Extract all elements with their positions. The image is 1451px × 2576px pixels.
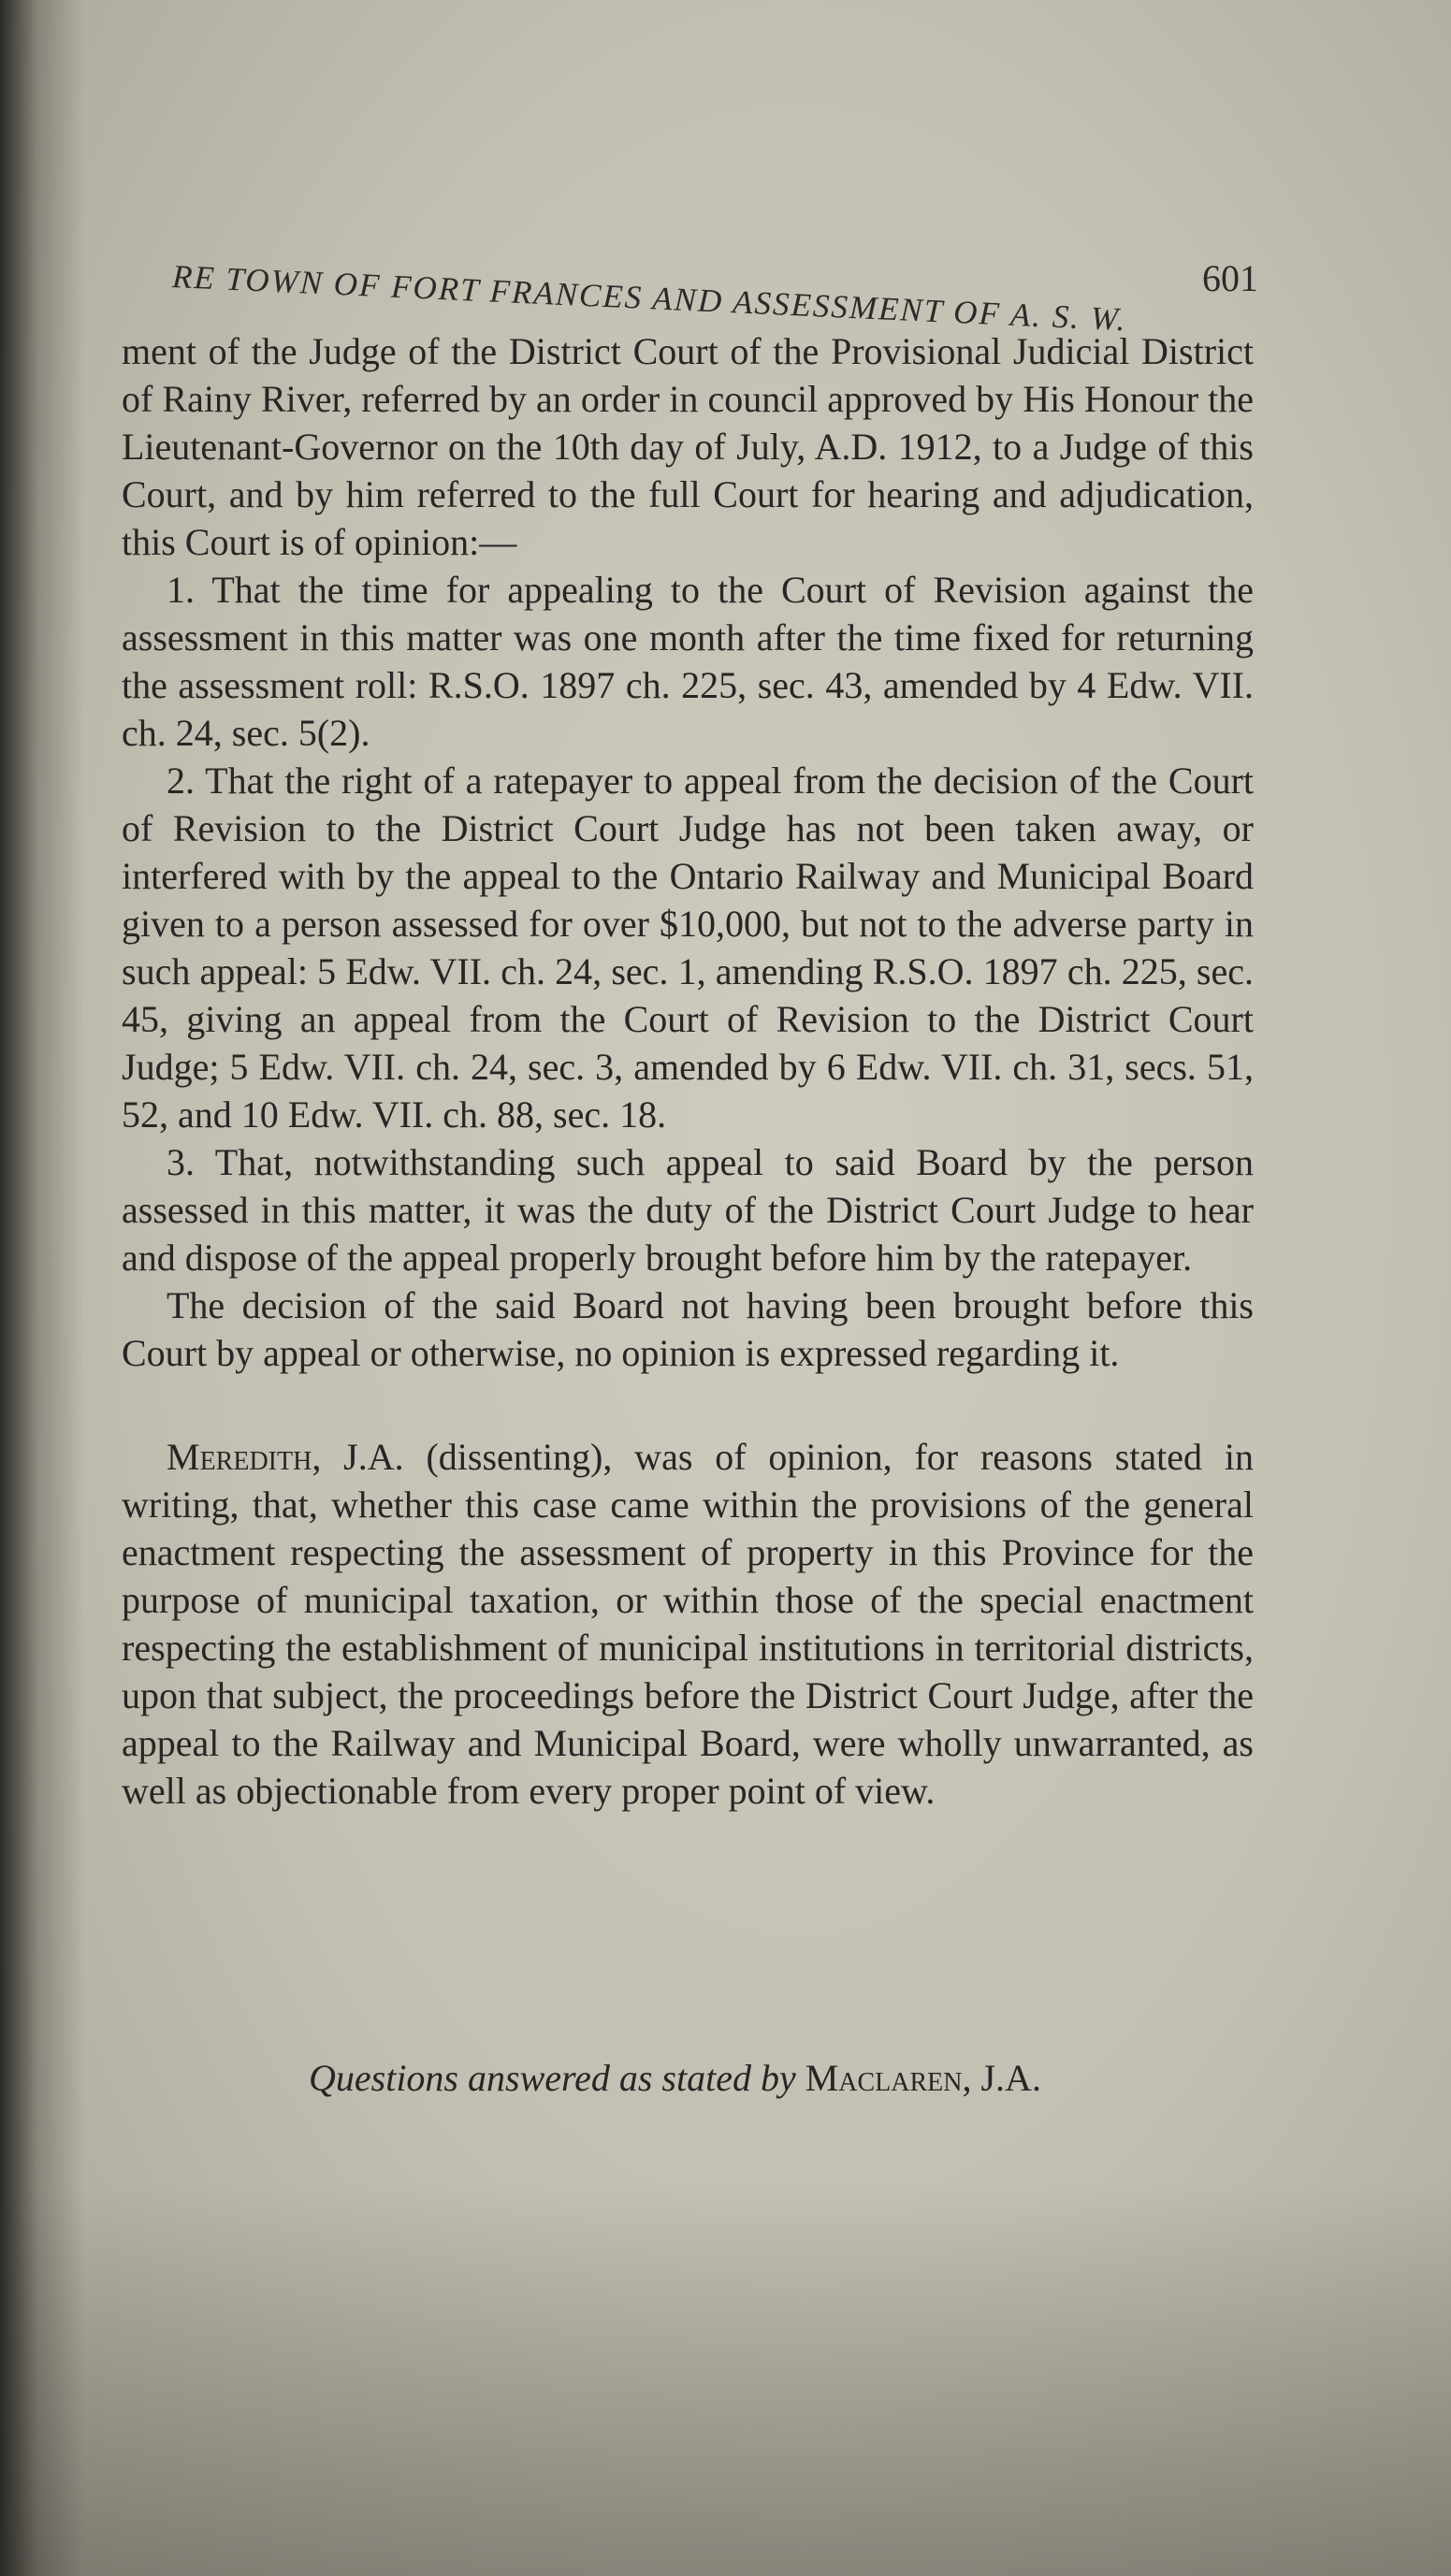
main-text xyxy=(122,327,1254,1815)
closing-judge: Maclaren, J.A. xyxy=(805,2057,1041,2099)
dissent-text: (dissenting), was of opinion, for reasons stated in writing, that, whether this case came within the provisions of the general enactment respecting the assessment of property in this Province for the purpose of municipal taxation, or within those of the special enactment respecting the establishment of municipal institutions in territorial districts, upon that subject, the proceedings before the District Court Judge, after the appeal to the Railway and Municipal Board, were wholly unwarranted, as well as objectionable from every proper point of view. xyxy=(122,1436,1254,1812)
closing-text: Questions answered as stated by xyxy=(309,2057,796,2099)
closing-line xyxy=(309,2056,1041,2100)
running-head xyxy=(145,251,1258,339)
paragraph-point-2: 2. That the right of a ratepayer to appeal from the decision of the Court of Revision to the District Court Judge has not been taken away, or interfered with by the appeal to the Ontario Railway and Municipal Board given to a person assessed for over $10,000, but not to the adverse party in such appeal: 5 Edw. VII. ch. 24, sec. 1, amending R.S.O. 1897 ch. 225, sec. 45, giving an appeal from the Court of Revision to the District Court Judge; 5 Edw. VII. ch. 24, sec. 3, amended by 6 Edw. VII. ch. 31, secs. 51, 52, and 10 Edw. VII. ch. 88, sec. 18. xyxy=(122,760,1254,1136)
paragraph-no-opinion: The decision of the said Board not having been brought before this Court by appeal or otherwise, no opinion is expressed regarding it. xyxy=(122,1284,1254,1374)
page-bottom-shadow xyxy=(0,2183,1451,2576)
paragraph-dissent xyxy=(122,1433,1254,1815)
paragraph-gap xyxy=(122,1377,1254,1433)
dissenting-judge: Meredith, J.A. xyxy=(167,1436,404,1478)
binding-shadow xyxy=(0,0,84,2576)
paragraph-point-3: 3. That, notwithstanding such appeal to said Board by the person assessed in this matter, it was the duty of the District Court Judge to hear and dispose of the appeal properly brought before him by the ratepayer. xyxy=(122,1141,1254,1279)
running-head-title: RE TOWN OF FORT FRANCES AND ASSESSMENT OF A. S. W. xyxy=(171,258,1128,339)
page-number: 601 xyxy=(1202,257,1258,299)
paragraph-opening: ment of the Judge of the District Court of the Provisional Judicial District of Rainy River, referred by an order in council approved by His Honour the Lieutenant-Governor on the 10th day of July, A.D. 1912, to a Judge of this Court, and by him referred to the full Court for hearing and adjudication, this Court is of opinion:— xyxy=(122,330,1254,563)
paragraph-point-1: 1. That the time for appealing to the Court of Revision against the assessment in this matter was one month after the time fixed for returning the assessment roll: R.S.O. 1897 ch. 225, sec. 43, amended by 4 Edw. VII. ch. 24, sec. 5(2). xyxy=(122,569,1254,754)
